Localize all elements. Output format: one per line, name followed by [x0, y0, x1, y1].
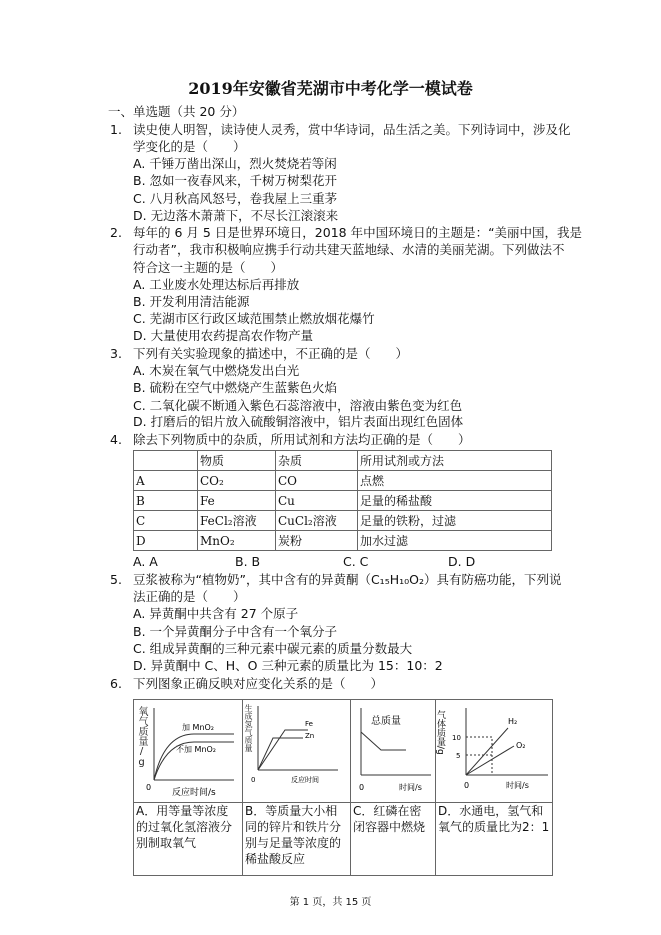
graph-a-curve2: 不加 MnO₂ — [176, 745, 217, 754]
question-text: 每年的 6 月 5 日是世界环境日，2018 年中国环境日的主题是：“美丽中国，我是 — [133, 225, 583, 240]
question-text: 行动者”，我市积极响应携手行动共建天蓝地绿、水清的美丽芜湖。下列做法不 — [133, 242, 565, 258]
table-row — [134, 471, 552, 491]
answer-option: A. A — [133, 554, 158, 569]
graph-a-curve1: 加 MnO₂ — [182, 723, 215, 732]
graph-d — [436, 700, 553, 803]
table-cell: 炭粉 — [276, 531, 358, 551]
caption-c: C．红磷在密闭容器中燃烧 — [351, 803, 436, 876]
q4-table — [133, 450, 552, 551]
graph-d-origin: 0 — [464, 781, 470, 790]
table-cell: 足量的铁粉，过滤 — [358, 511, 552, 531]
caption-b: B．等质量大小相同的锌片和铁片分别与足量等浓度的稀盐酸反应 — [243, 803, 351, 876]
q6-figure-table — [133, 699, 553, 876]
table-cell: 杂质 — [276, 451, 358, 471]
graph-d-curve1: H₂ — [508, 717, 518, 726]
table-cell: CO — [276, 471, 358, 491]
table-cell: 足量的稀盐酸 — [358, 491, 552, 511]
caption-d: D．水通电，氢气和氧气的质量比为2：1 — [436, 803, 553, 876]
graph-a — [134, 700, 243, 803]
graph-d-ylabel: 气体质量/g — [436, 710, 445, 755]
question-number: 1. — [110, 122, 122, 137]
answer-option: B. 忽如一夜春风来，千树万树梨花开 — [133, 173, 338, 188]
question-number: 5. — [110, 572, 122, 587]
answer-option: D. D — [448, 554, 476, 569]
question-text: 符合这一主题的是（ ） — [133, 259, 284, 275]
page-footer: 第 1 页，共 15 页 — [289, 897, 372, 908]
table-cell — [134, 451, 198, 471]
page-title: 2019年安徽省芜湖市中考化学一模试卷 — [188, 79, 473, 98]
table-cell: A — [134, 471, 198, 491]
question-text: 法正确的是（ ） — [133, 589, 246, 605]
caption-a: A．用等量等浓度的过氧化氢溶液分别制取氧气 — [134, 803, 243, 876]
question-number: 4. — [110, 432, 122, 447]
table-cell: MnO₂ — [198, 531, 276, 551]
graph-d-curve2: O₂ — [516, 741, 526, 750]
table-cell: C — [134, 511, 198, 531]
answer-option: B. 一个异黄酮分子中含有一个氧分子 — [133, 624, 338, 639]
answer-option: C. C — [343, 554, 369, 569]
graph-a-xlabel: 反应时间/s — [172, 788, 216, 798]
table-cell: 点燃 — [358, 471, 552, 491]
table-row — [134, 511, 552, 531]
question-text: 下列有关实验现象的描述中，不正确的是（ ） — [133, 346, 409, 361]
table-cell: Cu — [276, 491, 358, 511]
answer-option: D. 打磨后的铝片放入硫酸铜溶液中，铝片表面出现红色固体 — [133, 414, 464, 429]
answer-option: A. 工业废水处理达标后再排放 — [133, 277, 300, 292]
graph-c-xlabel: 时间/s — [399, 783, 422, 792]
answer-option: A. 异黄酮中共含有 27 个原子 — [133, 606, 299, 621]
question-number: 3. — [110, 346, 122, 361]
graph-b — [243, 700, 351, 803]
question-text: 下列图象正确反映对应变化关系的是（ ） — [133, 676, 384, 691]
question-text: 除去下列物质中的杂质，所用试剂和方法均正确的是（ ） — [133, 432, 471, 447]
graph-b-curve1: Fe — [305, 720, 313, 728]
graph-d-xlabel: 时间/s — [506, 781, 529, 790]
table-cell: B — [134, 491, 198, 511]
table-row — [134, 531, 552, 551]
answer-option: C. 芜湖市区行政区域范围禁止燃放烟花爆竹 — [133, 311, 375, 326]
answer-option: A. 木炭在氧气中燃烧发出白光 — [133, 363, 300, 378]
graph-a-origin: 0 — [146, 783, 152, 792]
graph-a-ylabel: 氧气质量/g — [136, 706, 147, 768]
table-cell: Fe — [198, 491, 276, 511]
question-number: 6. — [110, 676, 122, 691]
answer-option: B. 开发利用清洁能源 — [133, 294, 250, 309]
table-cell: CuCl₂溶液 — [276, 511, 358, 531]
graph-c-origin: 0 — [359, 783, 365, 792]
answer-option: C. 八月秋高风怒号，卷我屋上三重茅 — [133, 191, 338, 206]
answer-option: B. B — [235, 554, 261, 569]
table-cell: 物质 — [198, 451, 276, 471]
question-number: 2. — [110, 225, 122, 240]
graph-b-ylabel: 生成氢气质量 — [244, 704, 253, 752]
answer-option: B. 硫粉在空气中燃烧产生蓝紫色火焰 — [133, 380, 338, 395]
table-cell: FeCl₂溶液 — [198, 511, 276, 531]
graph-d-tick-10: 10 — [452, 734, 461, 742]
answer-option: D. 异黄酮中 C、H、O 三种元素的质量比为 15：10：2 — [133, 658, 443, 673]
table-cell: D — [134, 531, 198, 551]
section-heading: 一、单选题（共 20 分） — [108, 104, 245, 119]
question-text: 学变化的是（ ） — [133, 139, 246, 155]
table-row — [134, 451, 552, 471]
graph-b-origin: 0 — [251, 776, 256, 784]
table-cell: CO₂ — [198, 471, 276, 491]
answer-option: A. 千锤万凿出深山，烈火焚烧若等闲 — [133, 156, 337, 171]
table-row — [134, 491, 552, 511]
answer-option: C. 二氧化碳不断通入紫色石蕊溶液中，溶液由紫色变为红色 — [133, 398, 463, 413]
question-text: 读史使人明智，读诗使人灵秀，赏中华诗词，品生活之美。下列诗词中，涉及化 — [133, 122, 571, 137]
table-cell: 所用试剂或方法 — [358, 451, 552, 471]
table-cell: 加水过滤 — [358, 531, 552, 551]
graph-d-tick-5: 5 — [456, 752, 461, 760]
question-text: 豆浆被称为“植物奶”，其中含有的异黄酮（C₁₅H₁₀O₂）具有防癌功能，下列说 — [133, 572, 562, 587]
answer-option: C. 组成异黄酮的三种元素中碳元素的质量分数最大 — [133, 641, 413, 656]
graph-c-ylabel: 总质量 — [371, 716, 401, 727]
graph-c — [351, 700, 436, 803]
graph-b-curve2: Zn — [305, 732, 315, 740]
answer-option: D. 大量使用农药提高农作物产量 — [133, 328, 314, 343]
answer-option: D. 无边落木萧萧下，不尽长江滚滚来 — [133, 208, 339, 223]
graph-b-xlabel: 反应时间 — [291, 776, 319, 784]
